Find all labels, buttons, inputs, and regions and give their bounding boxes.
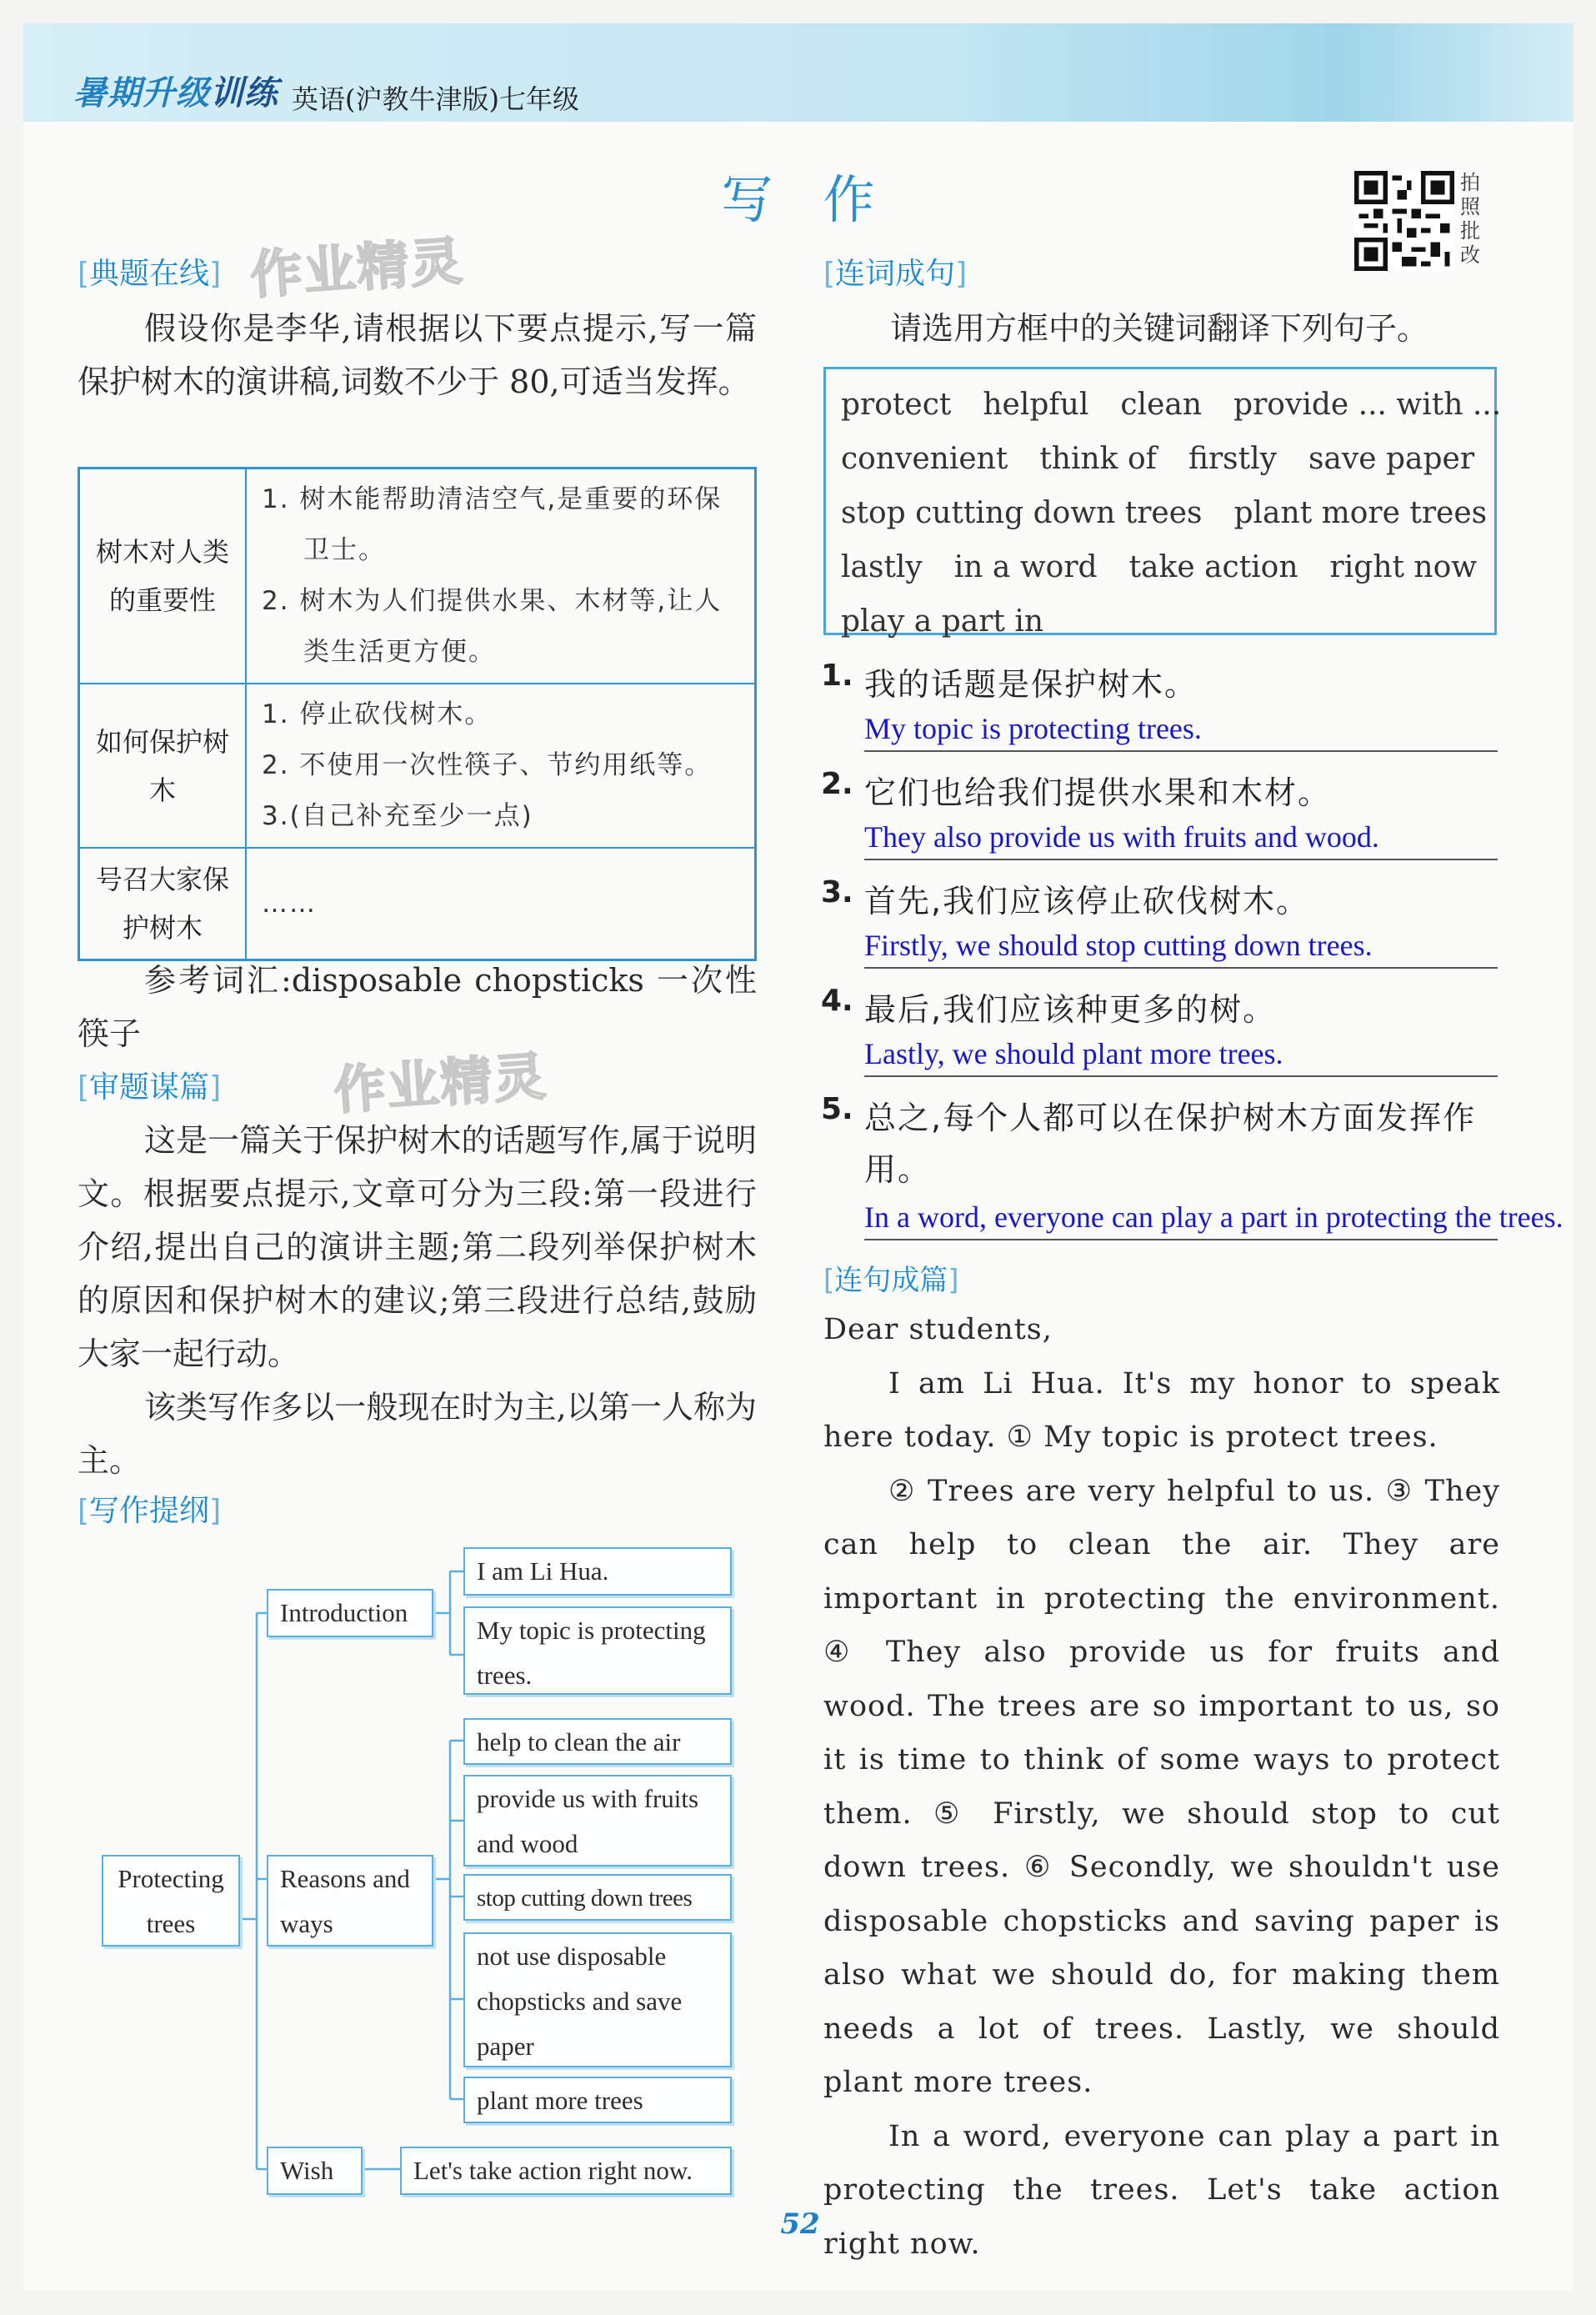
exercise-item: 2. 它们也给我们提供水果和木材。 They also provide us with fruits and wood. [821,767,1504,867]
mindmap-reason-item: not use disposable chopsticks and save paper [463,1932,732,2067]
vocab-item: right now [1329,550,1478,584]
table-content: 1. 树木能帮助清洁空气,是重要的环保卫士。 2. 树木为人们提供水果、木材等,让人类生活更方便。 [246,469,756,684]
vocab-item: lastly [841,550,923,584]
essay-paragraph: In a word, everyone can play a part in protecting the trees. Let's take action right now. [823,2119,1500,2261]
mindmap-wish-item: Let's take action right now. [400,2147,732,2195]
instruction: 请选用方框中的关键词翻译下列句子。 [890,310,1429,347]
vocab-item: plant more trees [1233,496,1488,530]
table-label: 树木对人类的重要性 [79,469,247,684]
table-content: 1. 停止砍伐树木。 2. 不使用一次性筷子、节约用纸等。 3.(自己补充至少一点) [246,684,756,848]
brand-logo: 暑期升级训练 [73,74,278,113]
table-content: …… [246,848,756,960]
watermark: 作业精灵 [248,230,466,306]
tag-passage-building: [ 连句成篇 ] [823,1257,959,1298]
table-label: 号召大家保护树木 [79,848,247,960]
vocab-item: clean [1120,388,1203,422]
answer-line[interactable]: In a word, everyone can play a part in protecting the trees. [864,1195,1498,1240]
answer-line[interactable]: My topic is protecting trees. [864,707,1498,752]
tag-typical-question: [ 典题在线 ] [78,250,221,293]
essay-paragraph: I am Li Hua. It's my honor to speak here today. ① My topic is protect trees. [823,1366,1500,1454]
qr-label: 拍照批改 [1460,171,1480,267]
mindmap-reason-item: provide us with fruits and wood [463,1775,732,1867]
mindmap-reason-item: help to clean the air [463,1718,732,1765]
vocab-item: in a word [953,550,1098,584]
answer-line[interactable]: They also provide us with fruits and wood. [864,815,1498,860]
tag-analysis: [ 审题谋篇 ] [78,1064,221,1106]
vocab-item: play a part in [841,604,1044,639]
essay-greeting: Dear students, [823,1313,1053,1346]
page-number: 52 [780,2207,820,2241]
vocab-item: take action [1128,550,1298,584]
tag-outline: [ 写作提纲 ] [78,1487,221,1530]
mindmap-root: Protecting trees [102,1855,240,1947]
sample-essay [823,1303,1500,2271]
exercise-item: 5. 总之,每个人都可以在保护树木方面发挥作用。 In a word, everyone can play a part in protecting the trees. [821,1092,1504,1259]
watermark: 作业精灵 [332,1045,549,1121]
exercise-item: 1. 我的话题是保护树木。 My topic is protecting trees. [821,659,1504,759]
mindmap-reason-item: plant more trees [463,2077,732,2123]
vocab-item: firstly [1188,442,1277,476]
vocab-item: convenient [841,442,1008,476]
mindmap-introduction: Introduction [267,1589,433,1637]
mindmap-wish: Wish [267,2147,363,2195]
exercise-item: 4. 最后,我们应该种更多的树。 Lastly, we should plant more trees. [821,984,1504,1084]
section-title: 写作 [721,169,925,230]
reference-vocab: 参考词汇:disposable chopsticks 一次性筷子 [78,962,757,1052]
mindmap-intro-item: I am Li Hua. [463,1547,732,1596]
vocab-item: protect [841,388,952,422]
vocab-item: stop cutting down trees [841,496,1203,530]
table-label: 如何保护树木 [79,684,247,848]
vocab-item: provide ... with ... [1233,388,1502,422]
mindmap-reason-item: stop cutting down trees [463,1874,732,1921]
vocab-box [823,367,1502,639]
subject-title: 英语(沪教牛津版)七年级 [292,83,579,115]
vocab-item: helpful [983,388,1089,422]
answer-line[interactable]: Firstly, we should stop cutting down trees. [864,924,1498,969]
exercise-item: 3. 首先,我们应该停止砍伐树木。 Firstly, we should stop cutting down trees. [821,875,1504,975]
answer-line[interactable]: Lastly, we should plant more trees. [864,1032,1498,1077]
analysis-text: 这是一篇关于保护树木的话题写作,属于说明文。根据要点提示,文章可分为三段:第一段进行介绍,提出自己的演讲主题;第二段列举保护树木的原因和保护树木的建议;第三段进行总结,鼓励大家一起行动。 该类写作多以一般现在时为主,以第一人称为主。 [78,1122,757,1479]
essay-paragraph: ② Trees are very helpful to us. ③ They can help to clean the air. They are important in protecting the environment. ④ They also provide us for fruits and wood. The trees are so important to us, so it is time to think of some ways to protect them. ⑤ Firstly, we should stop to cut down trees. ⑥ Secondly, we shouldn't use disposable chopsticks and saving paper is also what we should do, for making them needs a lot of trees. Lastly, we should plant more trees. [823,1474,1500,2099]
mindmap-intro-item: My topic is protecting trees. [463,1606,732,1695]
writing-prompt: 假设你是李华,请根据以下要点提示,写一篇保护树木的演讲稿,词数不少于 80,可适当发挥。 [78,310,757,400]
tag-sentence-building: [ 连词成句 ] [823,250,967,293]
mindmap-reasons: Reasons and ways [267,1855,433,1947]
vocab-item: save paper [1308,442,1475,476]
vocab-item: think of [1039,442,1157,476]
